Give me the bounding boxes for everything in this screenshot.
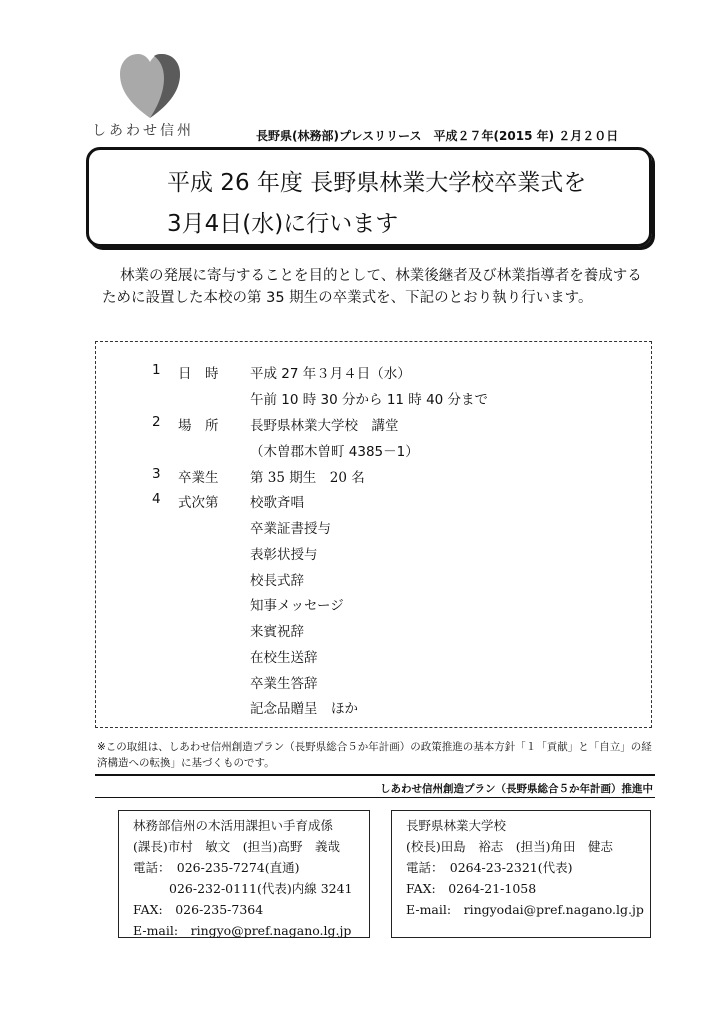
details-box [95, 341, 652, 728]
contact-phone: 電話： 0264-23-2321(代表) [406, 860, 573, 875]
program-item: 卒業生答辞 [250, 676, 318, 692]
item-label-graduates: 卒業生 [178, 470, 219, 486]
program-item: 知事メッセージ [250, 598, 344, 614]
item-number: 2 [152, 414, 161, 430]
contact-email[interactable]: E-mail: ringyo@pref.nagano.lg.jp [133, 923, 352, 938]
item-value: 長野県林業大学校 講堂 [250, 418, 399, 434]
contact-box-forestry-college [391, 810, 651, 938]
item-value: 午前 10 時 30 分から 11 時 40 分まで [250, 392, 489, 408]
item-value: 第 35 期生 20 名 [250, 470, 365, 486]
program-item: 記念品贈呈 ほか [250, 701, 358, 717]
item-label-place: 場 所 [178, 418, 219, 434]
item-value: （木曽郡木曽町 4385－1） [250, 444, 419, 460]
contact-dept: 長野県林業大学校 [406, 818, 507, 833]
item-value: 平成 27 年３月４日（水） [250, 366, 411, 382]
contact-fax: FAX: 0264-21-1058 [406, 881, 537, 896]
program-item: 表彰状授与 [250, 547, 318, 563]
contact-dept: 林務部信州の木活用課担い手育成係 [133, 818, 334, 833]
item-number: 3 [152, 466, 161, 482]
program-item: 校歌斉唱 [250, 495, 304, 511]
release-line: 長野県(林務部)プレスリリース 平成２７年(2015 年) ２月２０日 [256, 129, 619, 143]
contact-phone-main: 026-232-0111(代表)内線 3241 [169, 881, 353, 896]
item-number: 4 [152, 491, 161, 507]
item-number: 1 [152, 362, 161, 378]
contact-box-forestry-dept [118, 810, 370, 938]
program-item: 在校生送辞 [250, 650, 318, 666]
logo-heart-icon [118, 52, 182, 120]
title-box [86, 147, 652, 247]
contact-staff: (課長)市村 敏文 (担当)高野 義哉 [133, 839, 341, 854]
program-item: 校長式辞 [250, 573, 304, 589]
logo-text: しあわせ信州 [92, 123, 194, 139]
contact-phone: 電話： 026-235-7274(直通) [133, 860, 300, 875]
item-label-program: 式次第 [178, 495, 219, 511]
title-line-1: 平成 26 年度 長野県林業大学校卒業式を [167, 170, 587, 196]
contact-fax: FAX: 026-235-7364 [133, 902, 264, 917]
divider [95, 797, 655, 798]
program-item: 来賓祝辞 [250, 624, 304, 640]
contact-staff: (校長)田島 裕志 (担当)角田 健志 [406, 839, 614, 854]
title-line-2: 3月4日(水)に行います [167, 211, 399, 237]
program-item: 卒業証書授与 [250, 521, 331, 537]
policy-note: ※この取組は、しあわせ信州創造プラン（長野県総合５か年計画）の政策推進の基本方針「１「貢献」と「自立」の経済構造への転換」に基づくものです。 [97, 741, 652, 769]
contact-email[interactable]: E-mail: ringyodai@pref.nagano.lg.jp [406, 902, 644, 917]
item-label-datetime: 日 時 [178, 366, 219, 382]
intro-paragraph: 林業の発展に寄与することを目的として、林業後継者及び林業指導者を養成するために設置した本校の第 35 期生の卒業式を、下記のとおり執り行います。 [102, 268, 642, 306]
promo-text: しあわせ信州創造プラン（長野県総合５か年計画）推進中 [380, 783, 653, 795]
divider [95, 774, 655, 776]
